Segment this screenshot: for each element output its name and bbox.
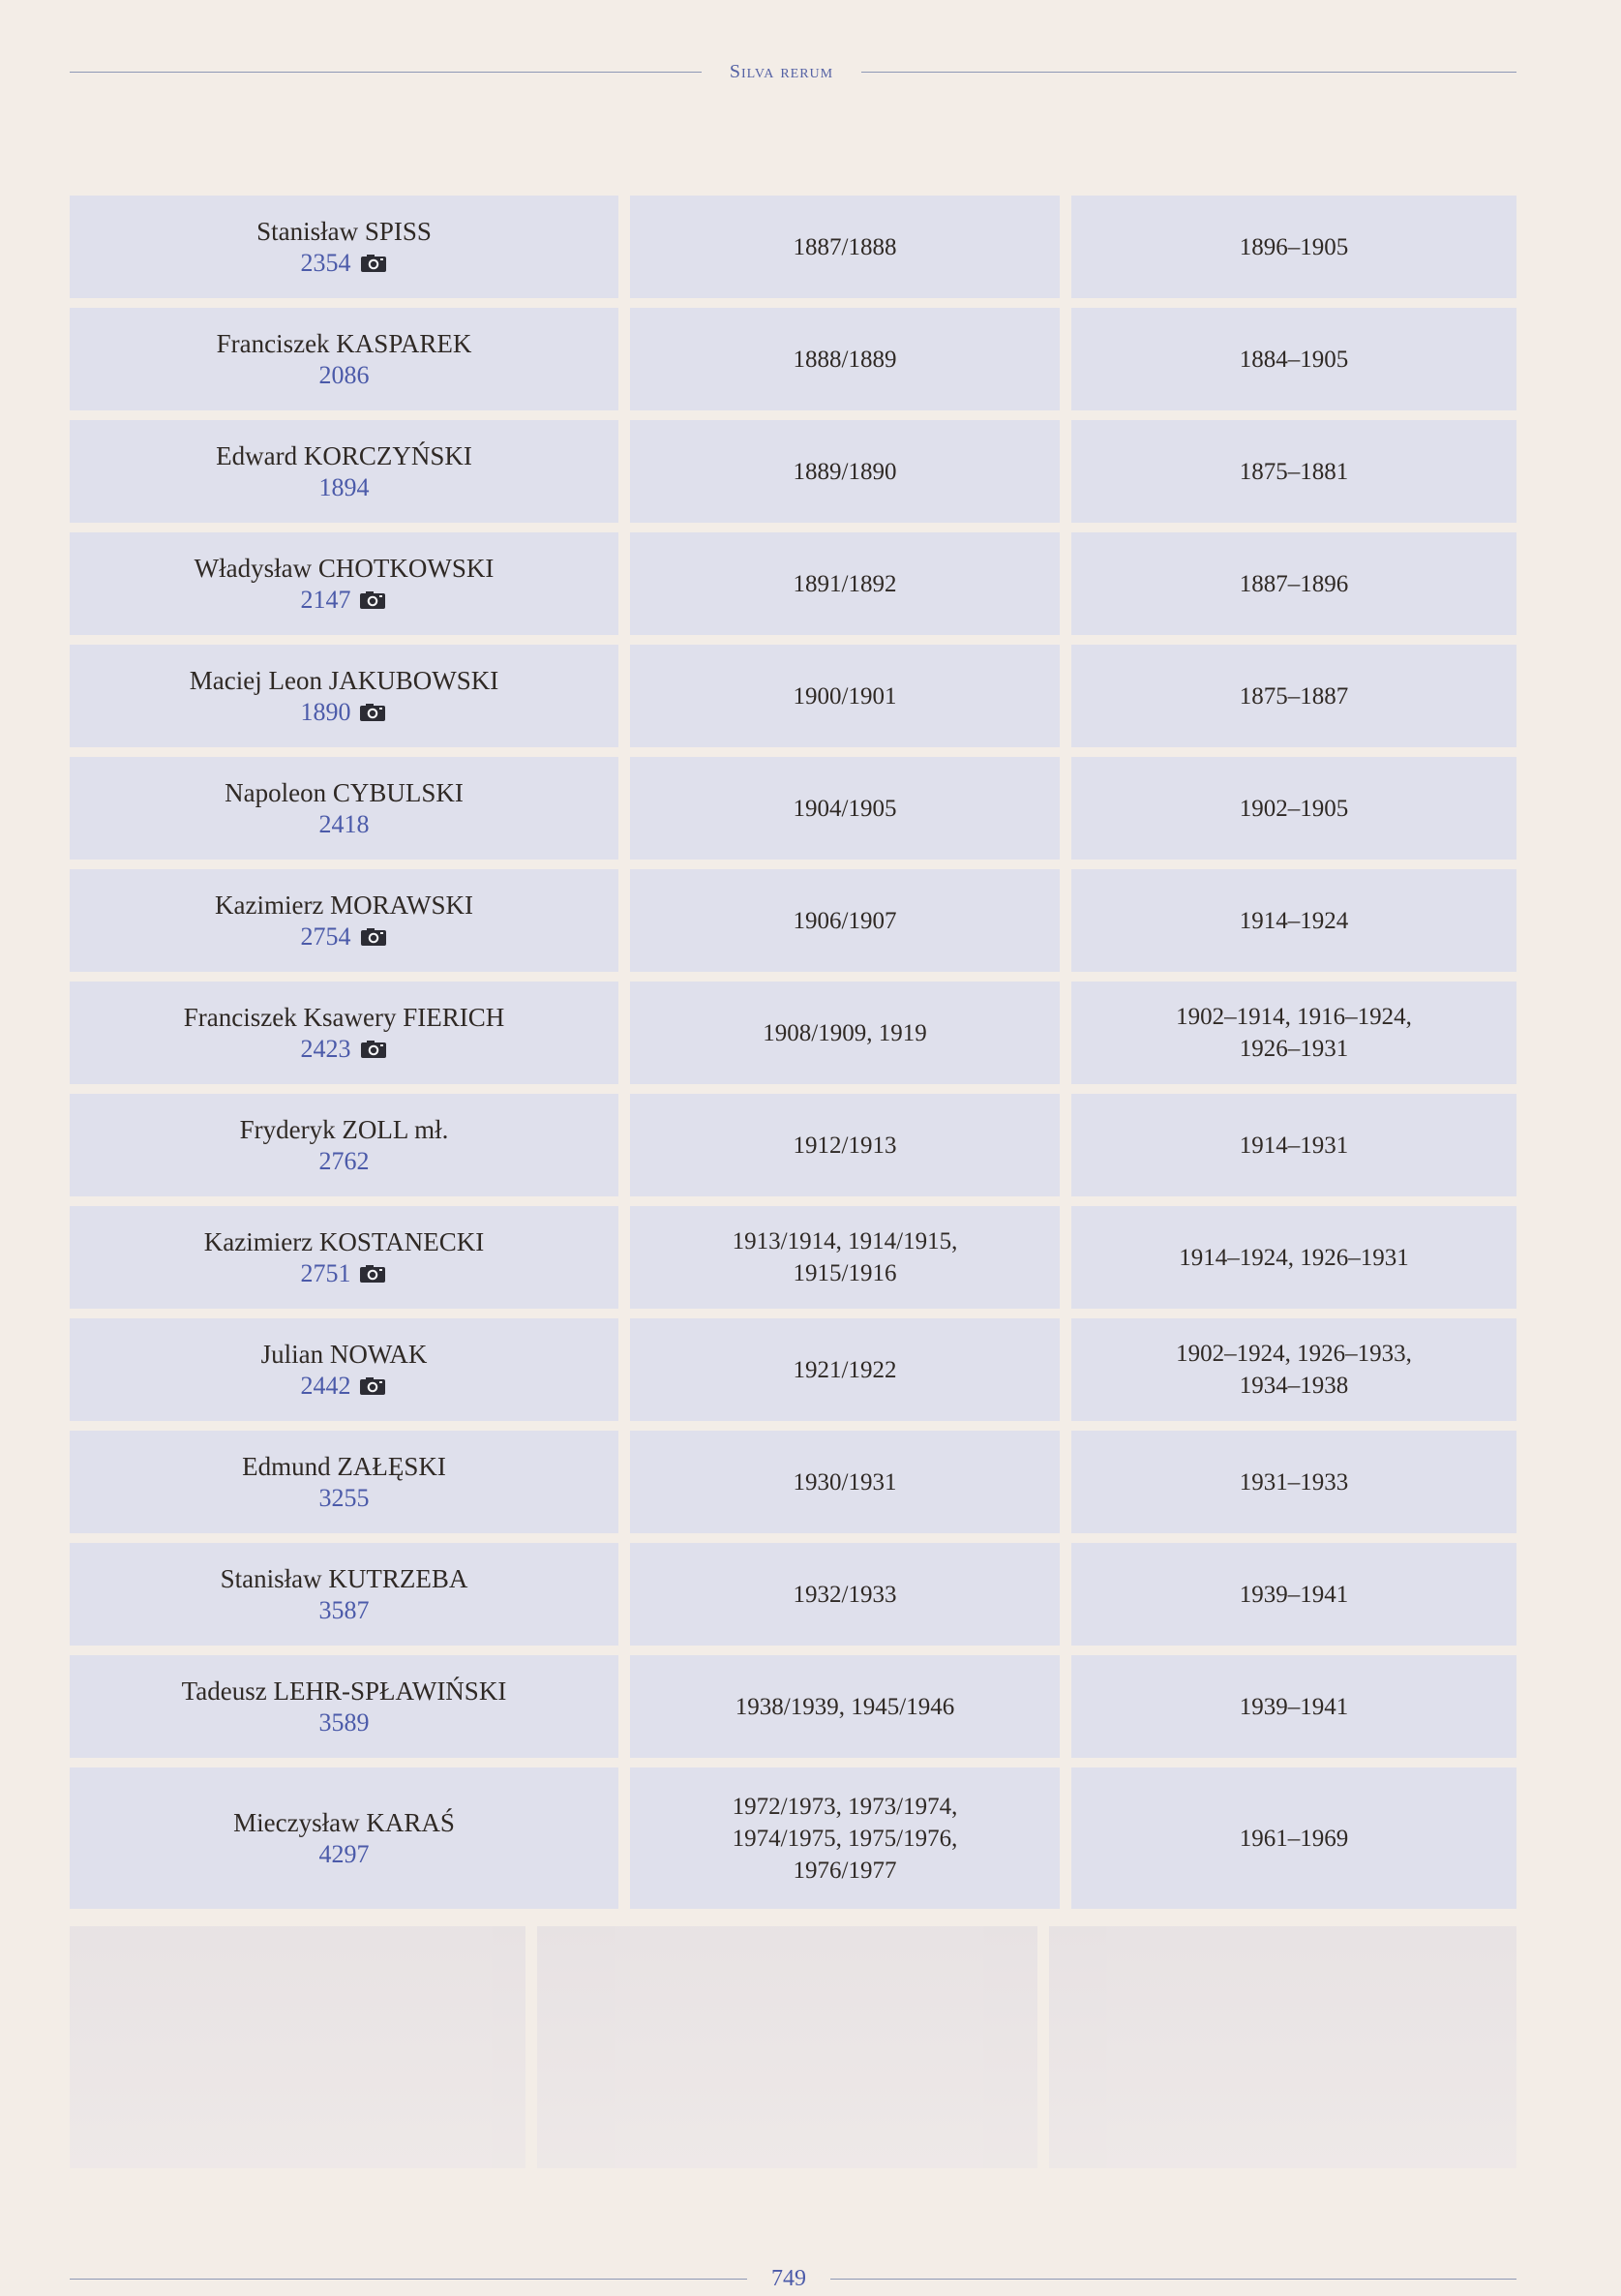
table-row bbox=[70, 1094, 1516, 1196]
academic-years-cell bbox=[630, 1431, 1060, 1533]
period-cell bbox=[1071, 1318, 1516, 1421]
person-id-line bbox=[318, 1839, 369, 1870]
person-id: 2086 bbox=[318, 360, 370, 389]
service-period: 1896–1905 bbox=[1239, 233, 1349, 260]
academic-years: 1921/1922 bbox=[793, 1356, 897, 1383]
person-block bbox=[240, 1114, 449, 1177]
faded-panel-left bbox=[70, 1926, 525, 2168]
person-block bbox=[184, 1002, 504, 1065]
table-row bbox=[70, 1318, 1516, 1421]
person-name: Edward KORCZYŃSKI bbox=[216, 440, 472, 470]
service-period: 1961–1969 bbox=[1239, 1825, 1349, 1852]
camera-icon bbox=[358, 589, 387, 611]
person-block bbox=[217, 328, 472, 391]
person-block bbox=[190, 665, 498, 728]
period-cell bbox=[1071, 1094, 1516, 1196]
period-cell bbox=[1071, 1655, 1516, 1758]
person-id-line bbox=[319, 1595, 370, 1626]
person-name: Franciszek Ksawery FIERICH bbox=[183, 1002, 505, 1032]
period-cell bbox=[1071, 1206, 1516, 1309]
page-footer bbox=[70, 2265, 1516, 2292]
person-id-line bbox=[300, 1258, 387, 1289]
person-id-line bbox=[300, 1371, 387, 1402]
person-id-line bbox=[319, 1146, 370, 1177]
table-row bbox=[70, 869, 1516, 972]
period-cell bbox=[1071, 196, 1516, 298]
table-row bbox=[70, 1543, 1516, 1646]
person-id-line bbox=[318, 472, 369, 503]
academic-years: 1912/1913 bbox=[793, 1132, 897, 1159]
person-block bbox=[215, 890, 473, 952]
table-row bbox=[70, 196, 1516, 298]
person-name: Stanisław KUTRZEBA bbox=[220, 1563, 468, 1593]
footer-rule-left bbox=[70, 2279, 747, 2280]
table-row bbox=[70, 1655, 1516, 1758]
table-row bbox=[70, 1431, 1516, 1533]
person-id: 1890 bbox=[300, 697, 351, 726]
name-cell bbox=[70, 1094, 618, 1196]
academic-years-cell bbox=[630, 1543, 1060, 1646]
person-id-line bbox=[318, 809, 369, 840]
academic-years: 1900/1901 bbox=[793, 682, 897, 710]
service-period: 1884–1905 bbox=[1239, 346, 1349, 373]
name-cell bbox=[70, 1318, 618, 1421]
faded-panel-right bbox=[1049, 1926, 1516, 2168]
service-period: 1914–1924, 1926–1931 bbox=[1179, 1244, 1409, 1271]
person-id: 2147 bbox=[300, 585, 351, 614]
period-cell bbox=[1071, 1543, 1516, 1646]
name-cell bbox=[70, 1655, 618, 1758]
period-cell bbox=[1071, 757, 1516, 860]
person-id: 2762 bbox=[318, 1146, 370, 1175]
name-cell bbox=[70, 196, 618, 298]
camera-icon bbox=[359, 1039, 388, 1060]
person-block bbox=[182, 1676, 507, 1738]
academic-years-cell bbox=[630, 196, 1060, 298]
header-rule-right bbox=[861, 72, 1516, 73]
academic-years-cell bbox=[630, 869, 1060, 972]
academic-years-cell bbox=[630, 1318, 1060, 1421]
camera-icon bbox=[358, 1375, 387, 1397]
service-period: 1875–1881 bbox=[1239, 458, 1349, 485]
camera-icon bbox=[358, 1263, 387, 1284]
person-id: 2751 bbox=[300, 1258, 351, 1287]
person-block bbox=[261, 1339, 428, 1402]
running-head: Silva rerum bbox=[729, 61, 834, 82]
name-cell bbox=[70, 308, 618, 410]
table-row bbox=[70, 645, 1516, 747]
person-id-line bbox=[319, 1707, 370, 1738]
academic-years: 1887/1888 bbox=[793, 233, 897, 260]
name-cell bbox=[70, 1543, 618, 1646]
person-id: 2754 bbox=[300, 921, 351, 951]
person-id-line bbox=[318, 360, 369, 391]
academic-years-cell bbox=[630, 1094, 1060, 1196]
academic-years: 1888/1889 bbox=[793, 346, 897, 373]
period-cell bbox=[1071, 1431, 1516, 1533]
person-id: 3587 bbox=[318, 1595, 370, 1624]
service-period: 1902–1905 bbox=[1239, 795, 1349, 822]
academic-years: 1889/1890 bbox=[793, 458, 897, 485]
name-cell bbox=[70, 982, 618, 1084]
person-name: Kazimierz MORAWSKI bbox=[214, 890, 474, 920]
academic-years-cell bbox=[630, 1655, 1060, 1758]
name-cell bbox=[70, 757, 618, 860]
academic-years: 1932/1933 bbox=[793, 1581, 897, 1608]
period-cell bbox=[1071, 308, 1516, 410]
table-row bbox=[70, 1206, 1516, 1309]
academic-years-cell bbox=[630, 1206, 1060, 1309]
service-period: 1939–1941 bbox=[1239, 1693, 1349, 1720]
service-period: 1902–1924, 1926–1933, 1934–1938 bbox=[1176, 1341, 1412, 1399]
header-rule-left bbox=[70, 72, 702, 73]
person-id: 1894 bbox=[318, 472, 370, 501]
person-block bbox=[225, 777, 464, 840]
person-block bbox=[221, 1563, 468, 1626]
period-cell bbox=[1071, 532, 1516, 635]
name-cell bbox=[70, 645, 618, 747]
person-block bbox=[195, 553, 495, 616]
rector-table bbox=[70, 196, 1516, 1918]
academic-years-cell bbox=[630, 645, 1060, 747]
person-name: Tadeusz LEHR-SPŁAWIŃSKI bbox=[181, 1676, 507, 1706]
person-id-line bbox=[301, 1034, 388, 1065]
person-name: Napoleon CYBULSKI bbox=[225, 777, 464, 807]
person-id-line bbox=[300, 697, 387, 728]
table-row bbox=[70, 532, 1516, 635]
page-header bbox=[70, 50, 1516, 93]
faded-panel-middle bbox=[537, 1926, 1037, 2168]
faded-bottom-panels bbox=[70, 1926, 1516, 2168]
name-cell bbox=[70, 1767, 618, 1909]
table-row bbox=[70, 757, 1516, 860]
person-name: Fryderyk ZOLL mł. bbox=[239, 1114, 449, 1144]
person-name: Maciej Leon JAKUBOWSKI bbox=[189, 665, 499, 695]
person-id: 3589 bbox=[318, 1707, 370, 1737]
academic-years-cell bbox=[630, 308, 1060, 410]
academic-years: 1906/1907 bbox=[793, 907, 897, 934]
table-row bbox=[70, 308, 1516, 410]
person-id-line bbox=[318, 1483, 369, 1514]
name-cell bbox=[70, 1206, 618, 1309]
camera-icon bbox=[359, 926, 388, 948]
service-period: 1914–1924 bbox=[1239, 907, 1349, 934]
name-cell bbox=[70, 869, 618, 972]
academic-years: 1930/1931 bbox=[793, 1468, 897, 1495]
period-cell bbox=[1071, 420, 1516, 523]
person-id-line bbox=[301, 921, 388, 952]
person-block bbox=[233, 1807, 455, 1870]
period-cell bbox=[1071, 1767, 1516, 1909]
service-period: 1939–1941 bbox=[1239, 1581, 1349, 1608]
name-cell bbox=[70, 1431, 618, 1533]
academic-years: 1938/1939, 1945/1946 bbox=[735, 1693, 955, 1720]
person-name: Julian NOWAK bbox=[260, 1339, 428, 1369]
person-name: Stanisław SPISS bbox=[256, 216, 432, 246]
person-name: Kazimierz KOSTANECKI bbox=[203, 1226, 485, 1256]
person-block bbox=[256, 216, 432, 279]
period-cell bbox=[1071, 869, 1516, 972]
footer-rule-right bbox=[830, 2279, 1516, 2280]
person-name: Franciszek KASPAREK bbox=[216, 328, 472, 358]
academic-years: 1972/1973, 1973/1974, 1974/1975, 1975/1976, 1976/1977 bbox=[732, 1793, 958, 1884]
academic-years-cell bbox=[630, 982, 1060, 1084]
camera-icon bbox=[359, 253, 388, 274]
table-row bbox=[70, 982, 1516, 1084]
table-row bbox=[70, 1767, 1516, 1909]
name-cell bbox=[70, 420, 618, 523]
period-cell bbox=[1071, 645, 1516, 747]
academic-years-cell bbox=[630, 532, 1060, 635]
person-id: 4297 bbox=[318, 1839, 370, 1868]
page-number: 749 bbox=[771, 2266, 806, 2291]
academic-years-cell bbox=[630, 757, 1060, 860]
academic-years: 1913/1914, 1914/1915, 1915/1916 bbox=[732, 1228, 958, 1286]
camera-icon bbox=[358, 702, 387, 723]
person-block bbox=[204, 1226, 485, 1289]
table-row bbox=[70, 420, 1516, 523]
person-id: 2418 bbox=[318, 809, 370, 838]
person-id-line bbox=[300, 585, 387, 616]
person-id: 2442 bbox=[300, 1371, 351, 1400]
person-id-line bbox=[301, 248, 388, 279]
person-block bbox=[216, 440, 472, 503]
period-cell bbox=[1071, 982, 1516, 1084]
service-period: 1887–1896 bbox=[1239, 570, 1349, 597]
service-period: 1875–1887 bbox=[1239, 682, 1349, 710]
academic-years: 1904/1905 bbox=[793, 795, 897, 822]
person-id: 2423 bbox=[300, 1034, 351, 1063]
academic-years-cell bbox=[630, 420, 1060, 523]
person-id: 2354 bbox=[300, 248, 351, 277]
academic-years-cell bbox=[630, 1767, 1060, 1909]
person-name: Mieczysław KARAŚ bbox=[233, 1807, 455, 1837]
person-name: Władysław CHOTKOWSKI bbox=[194, 553, 495, 583]
academic-years: 1908/1909, 1919 bbox=[763, 1019, 927, 1046]
person-name: Edmund ZAŁĘSKI bbox=[242, 1451, 446, 1481]
academic-years: 1891/1892 bbox=[793, 570, 897, 597]
name-cell bbox=[70, 532, 618, 635]
service-period: 1902–1914, 1916–1924, 1926–1931 bbox=[1176, 1004, 1412, 1062]
service-period: 1914–1931 bbox=[1239, 1132, 1349, 1159]
person-block bbox=[242, 1451, 446, 1514]
service-period: 1931–1933 bbox=[1239, 1468, 1349, 1495]
person-id: 3255 bbox=[318, 1483, 370, 1512]
